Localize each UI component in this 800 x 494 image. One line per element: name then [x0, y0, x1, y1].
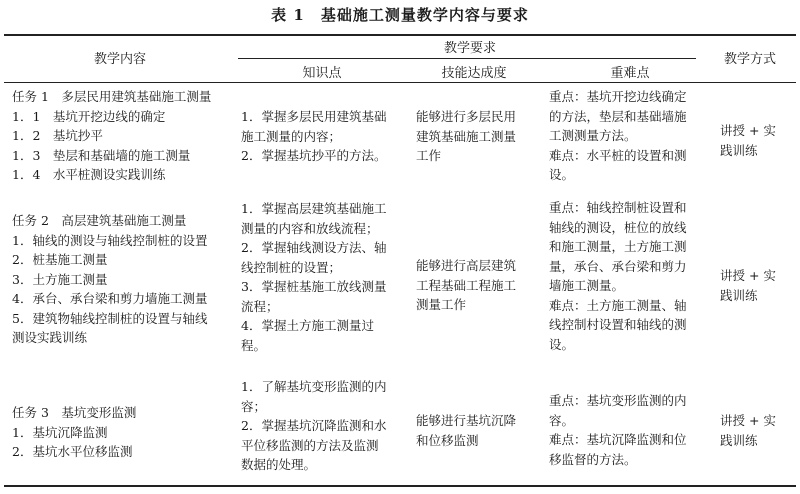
row1-method — [720, 121, 796, 160]
row3-knowledge — [241, 377, 409, 475]
row1-skill-line: 建筑基础施工测量 — [416, 128, 517, 144]
row1-key-points-line: 设。 — [549, 167, 575, 182]
row1-content-line: 1．2 基坑抄平 — [12, 128, 103, 143]
row2-content-line: 3．土方施工测量 — [12, 271, 108, 287]
row3-method-line: 践训练 — [720, 432, 758, 448]
requirements-subrule — [238, 58, 696, 59]
row3-skill-line: 和位移监测 — [416, 432, 479, 448]
row1-method-line: 践训练 — [720, 142, 758, 158]
row1-key-points-line: 工测测量方法。 — [549, 128, 637, 143]
row3-content-line: 任务 3 基坑变形监测 — [12, 405, 137, 420]
row2-skill — [416, 256, 544, 315]
row2-key-points-line: 线控制村设置和轴线的测 — [549, 317, 687, 332]
row2-knowledge — [241, 199, 409, 355]
row2-key-points-line: 设。 — [549, 336, 575, 352]
row2-method — [720, 266, 796, 305]
row2-knowledge-line: 3．掌握桩基施工放线测量 — [241, 279, 387, 294]
row3-key-points — [549, 391, 709, 469]
row3-knowledge-line: 1．了解基坑变形监测的内 — [241, 379, 387, 394]
row2-skill-line: 工程基础工程施工 — [416, 277, 517, 293]
row1-knowledge-line: 2．掌握基坑抄平的方法。 — [241, 148, 387, 163]
row2-content-line: 2．桩基施工测量 — [12, 252, 108, 267]
row2-content-line: 任务 2 高层建筑基础施工测量 — [12, 213, 187, 228]
row1-knowledge-line: 施工测量的内容； — [241, 128, 342, 144]
row2-knowledge-line: 2．掌握轴线测设方法、轴 — [241, 240, 387, 255]
header-knowledge: 知识点 — [302, 66, 342, 81]
row1-skill — [416, 107, 544, 166]
row2-key-points-line: 和施工测量，土方施工测 — [549, 239, 687, 254]
row2-knowledge-line: 4．掌握土方施工测量过 — [241, 318, 374, 333]
row1-content — [12, 87, 238, 185]
row2-key-points — [549, 198, 709, 354]
row3-key-points-line: 重点：基坑变形监测的内 — [549, 393, 687, 408]
row3-key-points-line: 移监督的方法。 — [549, 451, 637, 467]
header-content: 教学内容 — [93, 52, 146, 67]
row2-skill-line: 能够进行高层建筑 — [416, 258, 517, 273]
row3-knowledge-line: 平位移监测的方法及监测 — [241, 437, 379, 453]
header-method: 教学方式 — [723, 52, 776, 67]
row2-content-line: 5．建筑物轴线控制桩的设置与轴线 — [12, 310, 208, 326]
row1-method-line: 讲授 + 实 — [720, 123, 776, 138]
header-bottom-rule — [4, 82, 796, 83]
top-rule — [4, 34, 796, 36]
row2-knowledge-line: 线控制桩的设置； — [241, 259, 342, 275]
bottom-rule — [4, 485, 796, 487]
row3-skill — [416, 411, 544, 450]
row2-skill-line: 测量工作 — [416, 297, 467, 312]
row3-method-line: 讲授 + 实 — [720, 413, 776, 428]
row2-key-points-line: 难点：土方施工测量、轴 — [549, 297, 687, 313]
header-skill: 技能达成度 — [441, 66, 507, 81]
row2-content-line: 1．轴线的测设与轴线控制桩的设置 — [12, 232, 208, 248]
row2-knowledge-line: 流程； — [241, 298, 279, 314]
row2-key-points-line: 重点：轴线控制桩设置和 — [549, 200, 687, 215]
row2-key-points-line: 墙施工测量。 — [549, 278, 625, 293]
row2-key-points-line: 轴线的测设，桩位的放线 — [549, 219, 687, 235]
row2-content — [12, 211, 238, 348]
row2-method-line: 践训练 — [720, 287, 758, 303]
row2-key-points-line: 量，承台、承台梁和剪力 — [549, 258, 687, 274]
row3-method — [720, 411, 796, 450]
row1-key-points-line: 的方法，垫层和基础墙施 — [549, 108, 687, 124]
row3-content — [12, 403, 238, 462]
row1-skill-line: 能够进行多层民用 — [416, 109, 517, 124]
row2-knowledge-line: 测量的内容和放线流程； — [241, 220, 379, 236]
row2-method-line: 讲授 + 实 — [720, 268, 776, 283]
header-requirements: 教学要求 — [443, 41, 496, 56]
row3-knowledge-line: 容； — [241, 398, 267, 414]
row1-skill-line: 工作 — [416, 148, 442, 163]
row3-knowledge-line: 数据的处理。 — [241, 457, 317, 472]
row1-key-points-line: 重点：基坑开挖边线确定 — [549, 89, 687, 104]
header-key-points: 重难点 — [610, 66, 650, 81]
row2-content-line: 4．承台、承台梁和剪力墙施工测量 — [12, 291, 208, 306]
row3-content-line: 1．基坑沉降监测 — [12, 424, 108, 440]
row2-content-line: 测设实践训练 — [12, 330, 88, 345]
row1-key-points — [549, 87, 709, 185]
row2-knowledge-line: 程。 — [241, 337, 267, 353]
row2-knowledge-line: 1．掌握高层建筑基础施工 — [241, 201, 387, 216]
row1-content-line: 1．3 垫层和基础墙的施工测量 — [12, 147, 191, 163]
row1-content-line: 1．4 水平桩测设实践训练 — [12, 167, 166, 182]
row1-content-line: 任务 1 多层民用建筑基础施工测量 — [12, 89, 212, 104]
row3-content-line: 2．基坑水平位移监测 — [12, 444, 133, 459]
row1-knowledge-line: 1．掌握多层民用建筑基础 — [241, 109, 387, 124]
row3-key-points-line: 容。 — [549, 412, 575, 428]
row3-skill-line: 能够进行基坑沉降 — [416, 413, 517, 428]
row1-key-points-line: 难点：水平桩的设置和测 — [549, 147, 687, 163]
row3-key-points-line: 难点：基坑沉降监测和位 — [549, 432, 687, 447]
table-title: 表 1 基础施工测量教学内容与要求 — [271, 6, 529, 24]
row1-knowledge — [241, 107, 409, 166]
row1-content-line: 1．1 基坑开挖边线的确定 — [12, 108, 166, 124]
row3-knowledge-line: 2．掌握基坑沉降监测和水 — [241, 418, 387, 433]
